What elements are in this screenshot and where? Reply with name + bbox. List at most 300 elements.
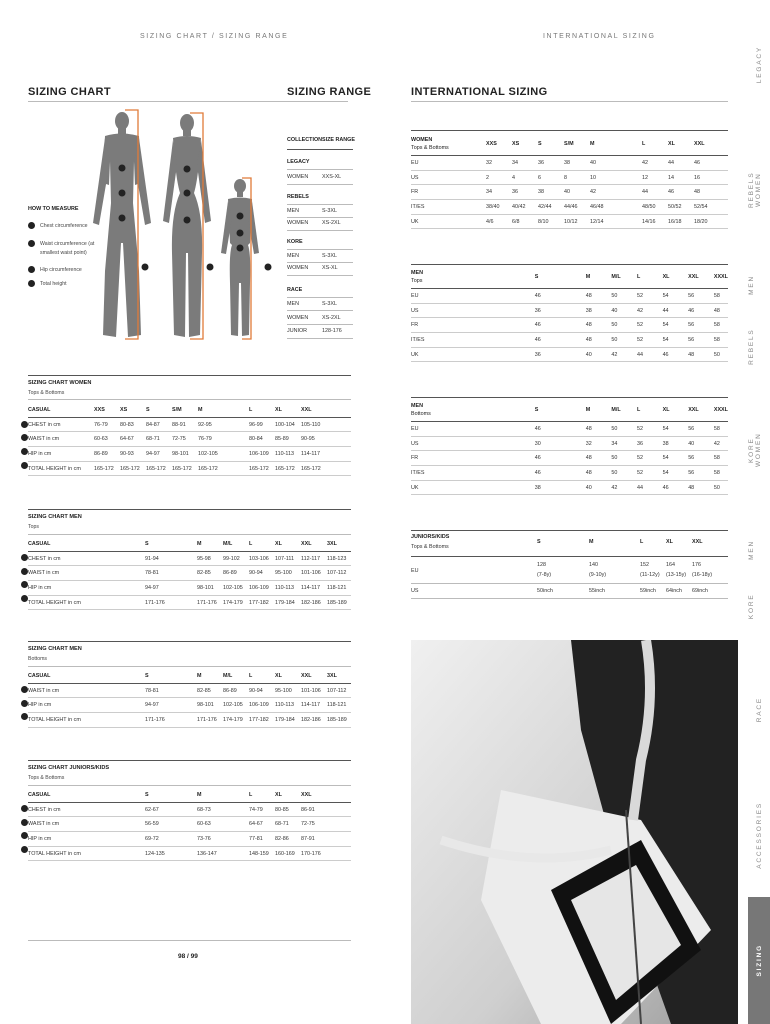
- table-cell: 18/20: [694, 214, 728, 229]
- bullet-icon: [21, 462, 28, 469]
- table-cell: 177-182: [249, 595, 275, 610]
- divider: [287, 149, 353, 150]
- table-head-cell: M: [197, 788, 249, 802]
- table-row: [28, 846, 351, 861]
- table-head-cell: XL: [275, 669, 301, 683]
- divider: [28, 375, 351, 376]
- table-cell: 44: [668, 156, 694, 171]
- table-head-cell: L: [637, 266, 663, 289]
- table-cell: 40: [688, 436, 714, 451]
- table-cell: 46: [535, 451, 586, 466]
- table-cell: 52: [637, 466, 663, 481]
- table-head-cell: CASUAL: [28, 669, 145, 683]
- table-cell: 106-109: [249, 581, 275, 596]
- table-cell: 99-102: [223, 551, 249, 566]
- section-subtitle: Tops & Bottoms: [411, 145, 449, 151]
- table-cell: 171-176: [145, 595, 197, 610]
- table-cell: 48: [688, 480, 714, 495]
- table-row: [28, 595, 351, 610]
- table-cell: 12/14: [590, 214, 642, 229]
- table-cell: 16: [694, 170, 728, 185]
- table-cell: 69-72: [145, 832, 197, 847]
- table-cell: 48: [688, 347, 714, 362]
- table-cell: 48: [586, 451, 612, 466]
- table-cell: 32: [586, 436, 612, 451]
- bullet-icon: [28, 280, 35, 287]
- divider: [287, 249, 353, 250]
- intl-juniors-head-l: L: [640, 539, 644, 545]
- table-cell: 124-135: [145, 846, 197, 861]
- divider: [28, 785, 351, 786]
- table-row: [411, 436, 728, 451]
- divider: [28, 760, 351, 761]
- side-tab-race[interactable]: [748, 665, 770, 755]
- divider: [411, 101, 728, 102]
- top-left-header: SIZING CHART / SIZING RANGE: [140, 33, 289, 40]
- bullet-icon: [21, 686, 28, 693]
- table-cell: 101-106: [301, 566, 327, 581]
- men-tops-chart-title: SIZING CHART MEN: [28, 514, 82, 520]
- table-cell: HIP in cm: [28, 581, 145, 596]
- table-cell: HIP in cm: [28, 698, 145, 713]
- table-head-cell: M: [197, 537, 223, 551]
- table-cell: 165-172: [301, 461, 351, 476]
- table-cell: 64-67: [120, 432, 146, 447]
- intl-juniors-head-xxl: XXL: [692, 539, 703, 545]
- divider: [287, 324, 353, 325]
- table-cell: TOTAL HEIGHT in cm: [28, 595, 145, 610]
- table-cell: 90-95: [301, 432, 351, 447]
- table-cell: 48: [586, 289, 612, 304]
- range-row-value: XS-2XL: [322, 315, 341, 321]
- table-cell: 68-73: [197, 802, 249, 817]
- bullet-icon: [28, 266, 35, 273]
- table-head-cell: S: [538, 133, 564, 156]
- table-cell: 52: [637, 333, 663, 348]
- divider: [28, 509, 351, 510]
- table-row: [411, 200, 728, 215]
- table-cell: 102-105: [223, 581, 249, 596]
- table-head-cell: XXXL: [714, 399, 728, 422]
- table-cell: 176: [692, 562, 701, 568]
- bullet-icon: [21, 421, 28, 428]
- table-head-cell: L: [637, 399, 663, 422]
- table-cell: 42: [611, 347, 637, 362]
- fabric-photo: [411, 640, 738, 1024]
- table-cell: 106-109: [249, 698, 275, 713]
- table-cell: 107-112: [327, 566, 351, 581]
- legend-waist: [28, 240, 98, 258]
- side-tab-rebels-men[interactable]: [748, 275, 770, 365]
- table-cell: 38: [538, 185, 564, 200]
- table-head-cell: S: [146, 403, 172, 417]
- top-right-header: INTERNATIONAL SIZING: [543, 33, 656, 40]
- range-row-value: XXS-XL: [322, 174, 342, 180]
- table-head-cell: M: [590, 133, 642, 156]
- table-cell: 46: [535, 466, 586, 481]
- range-row: MEN: [287, 253, 299, 259]
- side-tab-legacy[interactable]: [748, 20, 770, 110]
- table-cell: 58: [714, 451, 728, 466]
- table-cell: 12: [642, 170, 668, 185]
- table-cell: 98-101: [197, 581, 223, 596]
- table-cell: 14: [668, 170, 694, 185]
- table-cell: HIP in cm: [28, 832, 145, 847]
- table-cell: 90-94: [249, 566, 275, 581]
- divider: [411, 130, 728, 131]
- table-cell: 34: [486, 185, 512, 200]
- table-cell: 86-89: [223, 566, 249, 581]
- side-tab-kore-men[interactable]: [748, 535, 770, 625]
- table-head-cell: M: [197, 669, 223, 683]
- table-cell: UK: [411, 214, 486, 229]
- table-cell: 77-81: [249, 832, 275, 847]
- table-cell: WAIST in cm: [28, 432, 94, 447]
- table-cell: 56: [688, 333, 714, 348]
- table-cell: 74-79: [249, 802, 275, 817]
- section-title: WOMEN: [411, 137, 433, 143]
- table-head-cell: XS: [512, 133, 538, 156]
- table-row: [411, 480, 728, 495]
- table-head-cell: CASUAL: [28, 403, 94, 417]
- table-cell: 36: [535, 303, 586, 318]
- bullet-icon: [21, 554, 28, 561]
- table-cell: 38: [564, 156, 590, 171]
- men-tops-chart-subtitle: Tops: [28, 524, 39, 530]
- table-cell: 50: [611, 422, 637, 437]
- table-cell: 140: [589, 562, 598, 568]
- intl-juniors-head-xl: XL: [666, 539, 673, 545]
- table-header-row: [28, 537, 351, 551]
- men-bottoms-sizing-table: [28, 669, 351, 728]
- table-cell: TOTAL HEIGHT in cm: [28, 461, 94, 476]
- table-cell: (11-12y): [640, 572, 660, 578]
- table-cell: 38/40: [486, 200, 512, 215]
- table-header-row: [411, 133, 728, 156]
- table-cell: 114-117: [301, 698, 327, 713]
- side-tab-label: REBELS MEN: [748, 275, 755, 365]
- table-cell: 52: [637, 451, 663, 466]
- table-cell: 44/46: [564, 200, 590, 215]
- table-cell: 60-63: [94, 432, 120, 447]
- range-row: MEN: [287, 208, 299, 214]
- table-cell: 52: [637, 422, 663, 437]
- table-head-cell: XXL: [694, 133, 728, 156]
- section-title: MEN: [411, 270, 423, 276]
- table-head-cell: XXL: [301, 788, 351, 802]
- divider: [411, 264, 728, 265]
- table-head-cell: M/L: [611, 266, 637, 289]
- table-row: [28, 447, 351, 462]
- table-head-cell: S: [535, 399, 586, 422]
- table-cell: 10/12: [564, 214, 590, 229]
- table-row: [28, 713, 351, 728]
- table-cell: CHEST in cm: [28, 551, 145, 566]
- table-cell: 179-184: [275, 595, 301, 610]
- men-bottoms-chart-title: SIZING CHART MEN: [28, 646, 82, 652]
- table-cell: 46: [535, 333, 586, 348]
- bullet-icon: [21, 434, 28, 441]
- table-cell: (9-10y): [589, 572, 607, 578]
- table-head-cell: XL: [663, 266, 689, 289]
- range-row: WOMEN: [287, 315, 309, 321]
- table-cell: 38: [663, 436, 689, 451]
- table-cell: 50/52: [668, 200, 694, 215]
- table-cell: 160-169: [275, 846, 301, 861]
- table-cell: 94-97: [145, 698, 197, 713]
- table-cell: 42: [611, 480, 637, 495]
- table-cell: 90-93: [120, 447, 146, 462]
- table-cell: 48: [586, 318, 612, 333]
- intl-juniors-head-m: M: [589, 539, 594, 545]
- range-header-collection: COLLECTION: [287, 137, 323, 143]
- table-cell: 80-83: [120, 417, 146, 432]
- legend-height: [28, 280, 67, 287]
- intl-men-bottoms-table: [411, 399, 728, 495]
- table-cell: 101-106: [301, 683, 327, 698]
- table-cell: 86-91: [301, 802, 351, 817]
- divider: [411, 598, 728, 599]
- sizing-chart-title: SIZING CHART: [28, 86, 112, 98]
- table-cell: 85-89: [275, 432, 301, 447]
- range-row: JUNIOR: [287, 328, 308, 334]
- table-cell: 46: [688, 303, 714, 318]
- table-head-cell: L: [249, 788, 275, 802]
- table-cell: 94-97: [145, 581, 197, 596]
- table-head-cell: 3XL: [327, 669, 351, 683]
- table-cell: 106-109: [249, 447, 275, 462]
- table-head-cell: M: [586, 399, 612, 422]
- table-cell: 60-63: [197, 817, 249, 832]
- table-cell: (13-15y): [666, 572, 687, 578]
- table-cell: 90-94: [249, 683, 275, 698]
- divider: [287, 297, 353, 298]
- table-cell: 48: [586, 466, 612, 481]
- table-head-cell: S/M: [564, 133, 590, 156]
- table-row: [28, 551, 351, 566]
- table-row: [411, 303, 728, 318]
- table-cell: 56: [688, 451, 714, 466]
- table-cell: 105-110: [301, 417, 351, 432]
- table-cell: 52: [637, 318, 663, 333]
- table-cell: 185-189: [327, 713, 351, 728]
- table-cell: 55inch: [589, 588, 605, 594]
- table-row: [411, 347, 728, 362]
- range-row-value: S-3XL: [322, 301, 337, 307]
- table-cell: 56: [688, 289, 714, 304]
- table-cell: 110-113: [275, 447, 301, 462]
- table-head-cell: CASUAL: [28, 788, 145, 802]
- table-cell: WAIST in cm: [28, 566, 145, 581]
- table-head-cell: XL: [275, 788, 301, 802]
- table-cell: 152: [640, 562, 649, 568]
- side-tab-kore-women[interactable]: [748, 405, 770, 495]
- divider: [411, 397, 728, 398]
- table-cell: 58: [714, 422, 728, 437]
- table-cell: 171-176: [145, 713, 197, 728]
- table-head-cell: L: [249, 669, 275, 683]
- table-cell: 78-81: [145, 566, 197, 581]
- table-cell: 48: [714, 303, 728, 318]
- table-cell: 86-89: [94, 447, 120, 462]
- table-cell: EU: [411, 156, 486, 171]
- table-head-cell: XXL: [301, 669, 327, 683]
- table-row: [411, 318, 728, 333]
- intl-juniors-us-label: US: [411, 588, 419, 594]
- table-cell: 38: [535, 480, 586, 495]
- table-head-cell: M: [198, 403, 249, 417]
- table-header-row: [28, 403, 351, 417]
- legend-label: Total height: [40, 280, 67, 287]
- section-subtitle: Bottoms: [411, 411, 431, 417]
- table-cell: 114-117: [301, 581, 327, 596]
- legend-label: Waist circumference (at smallest waist point): [40, 241, 95, 256]
- table-head-cell: XS: [120, 403, 146, 417]
- table-row: [411, 185, 728, 200]
- divider: [287, 338, 353, 339]
- how-to-measure-title: HOW TO MEASURE: [28, 206, 79, 212]
- table-cell: 56: [688, 318, 714, 333]
- table-head-cell: L: [642, 133, 668, 156]
- table-row: [411, 466, 728, 481]
- side-tab-rebels-women[interactable]: [748, 145, 770, 235]
- side-tab-label: ACCESSORIES: [755, 801, 763, 869]
- table-cell: 8: [564, 170, 590, 185]
- table-cell: 40: [564, 185, 590, 200]
- divider: [287, 262, 353, 263]
- table-cell: 164: [666, 562, 675, 568]
- table-cell: 36: [512, 185, 538, 200]
- table-cell: 46: [535, 422, 586, 437]
- table-cell: 6: [538, 170, 564, 185]
- table-head-cell: M/L: [611, 399, 637, 422]
- table-cell: US: [411, 303, 535, 318]
- table-cell: EU: [411, 422, 535, 437]
- divider: [28, 940, 351, 941]
- table-cell: 68-71: [146, 432, 172, 447]
- table-cell: 48/50: [642, 200, 668, 215]
- side-tab-label: SIZING: [755, 944, 763, 977]
- table-cell: 6/8: [512, 214, 538, 229]
- table-cell: 54: [663, 333, 689, 348]
- table-head-cell: XXXL: [714, 266, 728, 289]
- table-cell: 69inch: [692, 588, 708, 594]
- table-cell: 86-89: [223, 683, 249, 698]
- table-cell: 165-172: [275, 461, 301, 476]
- range-row: WOMEN: [287, 220, 309, 226]
- table-row: [28, 698, 351, 713]
- table-cell: 46: [668, 185, 694, 200]
- table-cell: 50: [714, 347, 728, 362]
- table-cell: IT/ES: [411, 333, 535, 348]
- divider: [28, 666, 351, 667]
- table-head-cell: XL: [275, 537, 301, 551]
- table-cell: FR: [411, 318, 535, 333]
- table-cell: 165-172: [120, 461, 146, 476]
- sizing-range-title: SIZING RANGE: [287, 86, 372, 98]
- table-cell: FR: [411, 451, 535, 466]
- table-cell: 128: [537, 562, 546, 568]
- range-row: WOMEN: [287, 265, 309, 271]
- side-tab-sizing[interactable]: [748, 897, 770, 1024]
- table-head-cell: XL: [663, 399, 689, 422]
- table-cell: 30: [535, 436, 586, 451]
- table-cell: CHEST in cm: [28, 802, 145, 817]
- table-head-cell: S: [145, 537, 197, 551]
- table-cell: EU: [411, 289, 535, 304]
- table-row: [28, 432, 351, 447]
- table-cell: 40: [586, 347, 612, 362]
- table-row: [28, 566, 351, 581]
- table-cell: 58: [714, 318, 728, 333]
- legend-hip: [28, 266, 82, 273]
- table-row: [411, 422, 728, 437]
- intl-juniors-title: JUNIORS/KIDS: [411, 534, 450, 540]
- table-cell: 107-112: [327, 683, 351, 698]
- table-cell: UK: [411, 347, 535, 362]
- table-cell: 118-121: [327, 698, 351, 713]
- table-cell: 48: [586, 333, 612, 348]
- divider: [287, 310, 353, 311]
- table-cell: 179-184: [275, 713, 301, 728]
- intl-juniors-eu-label: EU: [411, 568, 419, 574]
- table-head-cell: S: [145, 669, 197, 683]
- bullet-icon: [21, 595, 28, 602]
- table-head-cell: S: [535, 266, 586, 289]
- table-cell: 82-86: [275, 832, 301, 847]
- table-cell: 174-179: [223, 713, 249, 728]
- table-row: [28, 683, 351, 698]
- table-cell: 40/42: [512, 200, 538, 215]
- women-sizing-table: [28, 403, 351, 476]
- juniors-chart-title: SIZING CHART JUNIORS/KIDS: [28, 765, 110, 771]
- table-cell: 112-117: [301, 551, 327, 566]
- table-cell: 48: [694, 185, 728, 200]
- table-cell: 42: [714, 436, 728, 451]
- table-head-cell: XXL: [301, 403, 351, 417]
- divider: [287, 169, 353, 170]
- table-cell: 64-67: [249, 817, 275, 832]
- table-cell: 58: [714, 289, 728, 304]
- table-cell: 80-84: [249, 432, 275, 447]
- table-cell: 118-123: [327, 551, 351, 566]
- table-header-row: [28, 788, 351, 802]
- divider: [287, 204, 353, 205]
- table-cell: 165-172: [172, 461, 198, 476]
- table-cell: 82-85: [197, 683, 223, 698]
- range-row-value: XS-2XL: [322, 220, 341, 226]
- table-header-row: [411, 399, 728, 422]
- divider: [411, 530, 728, 531]
- section-subtitle: Tops: [411, 278, 423, 284]
- table-cell: 59inch: [640, 588, 656, 594]
- table-cell: WAIST in cm: [28, 817, 145, 832]
- legend-label: Hip circumference: [40, 266, 82, 273]
- intl-juniors-subtitle: Tops & Bottoms: [411, 544, 449, 550]
- table-cell: 50inch: [537, 588, 553, 594]
- bullet-icon: [21, 846, 28, 853]
- range-group-legacy: LEGACY: [287, 159, 310, 165]
- bullet-icon: [21, 819, 28, 826]
- table-cell: TOTAL HEIGHT in cm: [28, 713, 145, 728]
- divider: [28, 101, 348, 102]
- table-cell: 92-95: [198, 417, 249, 432]
- table-head-cell: S/M: [172, 403, 198, 417]
- table-head-cell: CASUAL: [28, 537, 145, 551]
- side-tab-label: LEGACY: [755, 46, 763, 84]
- table-row: [28, 581, 351, 596]
- side-tab-accessories[interactable]: [748, 780, 770, 890]
